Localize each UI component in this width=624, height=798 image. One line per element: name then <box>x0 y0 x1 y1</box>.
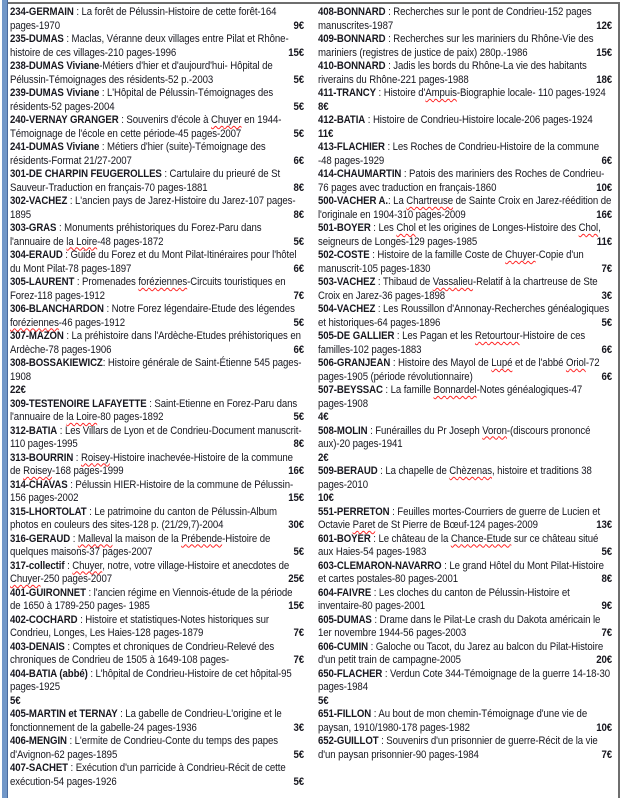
entry-text: : Au bout de mon chemin-Témoignage d'une vie de paysan, 1910/1980-178 pages-1982 <box>318 708 588 734</box>
entry-price: 6€ <box>293 343 304 356</box>
entry-price: 15€ <box>288 492 304 504</box>
catalog-entry-507 <box>318 384 612 411</box>
entry-text: : Histoire et statistiques-Notes historiques sur Condrieu, Longes, Les Haies-128 pages-1879 <box>10 613 269 639</box>
entry-price: 6€ <box>601 370 612 383</box>
entry-text: : Les Roussillon d'Annonay-Recherches généalogiques et historiques-64 pages-1896 <box>318 303 610 329</box>
catalog-entry-305 <box>10 276 304 303</box>
catalog-entry-414 <box>318 168 612 195</box>
entry-price: 8€ <box>293 208 304 221</box>
entry-price: 9€ <box>601 600 612 612</box>
catalog-entry-403 <box>10 641 304 668</box>
entry-price: 3€ <box>293 721 304 734</box>
entry-label: 306-BLANCHARDON <box>10 303 104 315</box>
catalog-entry-240 <box>10 114 304 141</box>
misspelled-word: Roisey <box>80 451 110 464</box>
entry-text: : Souvenirs d'un prisonnier de guerre-Récit de la vie d'un paysan prisonnier-90 pages-1984 <box>318 735 598 761</box>
entry-label: 309-TESTENOIRE LAFAYETTE <box>10 397 147 410</box>
catalog-entry-604 <box>318 587 612 614</box>
entry-label: 301-DE CHARPIN FEUGEROLLES <box>10 168 162 180</box>
left-accent-bar <box>2 0 8 798</box>
entry-price: 5€ <box>293 546 304 558</box>
misspelled-word: Chuyer <box>505 249 536 261</box>
catalog-entry-401 <box>10 587 304 614</box>
entry-label: 317-collectif <box>10 559 65 572</box>
entry-label: 603-CLEMARON-NAVARRO <box>318 559 442 572</box>
catalog-entry-315 <box>10 506 304 533</box>
entry-label: 650-FLACHER <box>318 667 383 680</box>
entry-label: 302-VACHEZ <box>10 195 68 207</box>
entry-price: 6€ <box>293 262 304 275</box>
entry-text: : La préhistoire dans l'Ardèche-Etudes préhistoriques en Ardèche-78 pages-1906 <box>10 330 301 356</box>
entry-text: : Saint-Etienne en Forez-Paru dans l'annuaire de la Loire-80 pages-1892 <box>10 397 298 423</box>
entry-label: 404-BATIA (abbé) <box>10 667 88 680</box>
entry-price: 30€ <box>288 519 304 531</box>
entry-text: : Recherches sur les mariniers du Rhône-Vie des mariniers (registres de justice de paix) 280p.-1986 <box>318 33 594 59</box>
entry-text: : Feuilles mortes-Courriers de guerre de Lucien et Octavie Paret de St Pierre de Bœuf-124 pages-2009 <box>318 505 601 531</box>
catalog-entry-307 <box>10 330 304 357</box>
entry-text: : Les cloches du canton de Pélussin-Histoire et inventaire-80 pages-2001 <box>318 586 570 612</box>
entry-text: : La forêt de Pélussin-Histoire de cette forêt-164 pages-1970 <box>10 6 277 32</box>
entry-text: : Les Chol et les origines de Longes-Histoire des Chol, seigneurs de Longes-129 pages-1985 <box>318 222 601 248</box>
catalog-entry-505 <box>318 330 612 357</box>
catalog-entry-606 <box>318 641 612 668</box>
misspelled-word: Bonnardel <box>433 384 477 396</box>
entry-text: : Funérailles du Pr Joseph Voron-(discours prononcé aux)-20 pages-1941 <box>318 424 591 450</box>
entry-price: 7€ <box>601 262 612 275</box>
frame-border-right <box>618 2 620 798</box>
entry-label: 501-BOYER <box>318 222 371 234</box>
entry-price: 5€ <box>293 748 304 761</box>
entry-label: 314-CHAVAS <box>10 478 68 491</box>
catalog-entry-503 <box>318 276 612 303</box>
entry-text: : La famille Bonnardel-Notes généalogiques-47 pages-1908 <box>318 384 583 410</box>
entry-text: : Comptes et chroniques de Condrieu-Relevé des chroniques de Condrieu de 1505 à 1649-108 pages- <box>10 640 275 666</box>
entry-label: 502-COSTE <box>318 249 370 261</box>
entry-label: 551-PERRETON <box>318 505 390 518</box>
catalog-entry-317 <box>10 560 304 587</box>
entry-text: : Exécution d'un parricide à Condrieu-Récit de cette exécution-54 pages-1926 <box>10 762 286 788</box>
entry-text: : Les Pagan et les Retourtour-Histoire de ces familles-102 pages-1883 <box>318 330 586 356</box>
entry-price: 15€ <box>288 600 304 612</box>
entry-price: 20€ <box>596 654 612 666</box>
misspelled-word: Lupé <box>491 357 513 369</box>
misspelled-word: Ampuis <box>425 87 457 99</box>
catalog-entry-405 <box>10 708 304 735</box>
entry-label: 604-FAIVRE <box>318 586 372 599</box>
catalog-entry-306 <box>10 303 304 330</box>
entry-price: 18€ <box>596 73 612 86</box>
entry-label: 601-BOYER <box>318 532 371 545</box>
entry-price: 7€ <box>601 748 612 761</box>
entry-label: 239-DUMAS Viviane <box>10 87 100 99</box>
entry-price: 5€ <box>601 316 612 329</box>
entry-label: 606-CUMIN <box>318 640 369 653</box>
entry-text: : Histoire des Mayol de Lupé et de l'abbé Oriol-72 pages-1905 (période révolutionnaire) <box>318 357 600 383</box>
entry-price: 8€ <box>601 573 612 585</box>
catalog-entry-234 <box>10 6 304 33</box>
catalog-entry-312 <box>10 425 304 452</box>
entry-price: 7€ <box>601 627 612 639</box>
misspelled-word: Roisey <box>23 465 53 477</box>
entry-text: : Chuyer, notre, votre village-Histoire et anecdotes de Chuyer-250 pages-2007 <box>10 559 290 585</box>
entry-price: 5€ <box>293 775 304 788</box>
catalog-entry-408 <box>318 6 612 33</box>
catalog-entry-650 <box>318 668 612 695</box>
misspelled-word: Oriol <box>565 357 586 369</box>
catalog-entry-500 <box>318 195 612 222</box>
catalog-entry-303 <box>10 222 304 249</box>
catalog-entry-509 <box>318 465 612 492</box>
entry-price: 5€ <box>318 694 329 707</box>
entry-text: : Souvenirs d'école à Chuyer en 1944-Témoignage de l'école en cette période-45 pages-2007 <box>10 114 282 140</box>
entry-label: 240-VERNAY GRANGER <box>10 114 119 126</box>
entry-price: 5€ <box>601 546 612 558</box>
misspelled-word: Paret <box>352 519 376 531</box>
entry-text: : Thibaud de Vassalieu-Relatif à la chartreuse de Ste Croix en Jarez-36 pages-1898 <box>318 276 598 302</box>
entry-label: 402-COCHARD <box>10 613 78 626</box>
entry-price: 5€ <box>293 127 304 140</box>
misspelled-word: Chèzenas <box>449 465 492 477</box>
misspelled-word: Prébende <box>181 532 223 545</box>
entry-price: 5€ <box>293 316 304 329</box>
frame-border-top <box>8 2 620 4</box>
entry-price: 7€ <box>293 289 304 302</box>
catalog-entry-411 <box>318 87 612 101</box>
catalog-entry-314 <box>10 479 304 506</box>
entry-price: 5€ <box>293 411 304 423</box>
entry-price: 12€ <box>596 19 612 32</box>
entry-text: : Le château de la Chance-Etude sur ce château situé aux Haies-54 pages-1983 <box>318 532 599 558</box>
entry-price: 25€ <box>288 573 304 585</box>
entry-label: 407-SACHET <box>10 762 68 774</box>
misspelled-word: Vassalieu <box>432 276 473 288</box>
catalog-entry-301 <box>10 168 304 195</box>
entry-label: 406-MENGIN <box>10 735 67 747</box>
catalog-entry-238 <box>10 60 304 87</box>
entry-label: 405-MARTIN et TERNAY <box>10 708 118 720</box>
entry-text: : Notre Forez légendaire-Etude des légendes foréziennes-46 pages-1912 <box>10 303 295 329</box>
entry-label: 403-DENAIS <box>10 640 65 653</box>
entry-text: : Verdun Cote 344-Témoignage de la guerre 14-18-30 pages-1984 <box>318 667 611 693</box>
misspelled-word: foréziennes <box>10 316 59 329</box>
entry-price: 2€ <box>318 451 329 464</box>
entry-label: 506-GRANJEAN <box>318 357 391 369</box>
entry-text: : Les Roches de Condrieu-Histoire de la commune -48 pages-1929 <box>318 141 599 167</box>
entry-price: 16€ <box>288 465 304 477</box>
entry-label: 605-DUMAS <box>318 613 372 626</box>
entry-price: 5€ <box>10 694 21 707</box>
catalog-entry-603 <box>318 560 612 587</box>
entry-price: 15€ <box>596 46 612 59</box>
entry-label: 315-LHORTOLAT <box>10 505 87 518</box>
misspelled-word: Chol <box>578 222 599 234</box>
entry-label: 304-ERAUD <box>10 249 63 261</box>
entry-label: 303-GRAS <box>10 222 57 234</box>
entry-label: 503-VACHEZ <box>318 276 376 288</box>
entry-label: 504-VACHEZ <box>318 303 376 315</box>
entry-label: 413-FLACHIER <box>318 141 385 153</box>
catalog-entry-502 <box>318 249 612 276</box>
entry-label: 307-MAZON <box>10 330 64 342</box>
entry-label: 410-BONNARD <box>318 60 386 72</box>
entry-label: 652-GUILLOT <box>318 735 379 747</box>
misspelled-word: la Loire <box>66 411 98 423</box>
catalog-entry-601 <box>318 533 612 560</box>
catalog-entry-409 <box>318 33 612 60</box>
entry-label: 505-DE GALLIER <box>318 330 395 342</box>
entry-text: : Le grand Hôtel du Mont Pilat-Histoire et cartes postales-80 pages-2001 <box>318 559 604 585</box>
catalog-entry-239 <box>10 87 304 114</box>
catalog-entry-506 <box>318 357 612 384</box>
entry-text: : Pélussin HIER-Histoire de la commune de Pélussin-156 pages-2002 <box>10 478 294 504</box>
misspelled-word: la Loire <box>66 235 98 248</box>
entry-label: 508-MOLIN <box>318 424 368 437</box>
entry-text: : Maclas, Véranne deux villages entre Pilat et Rhône-histoire de ces villages-210 pages-1996 <box>10 33 289 59</box>
entry-text: : Histoire de Condrieu-Histoire locale-206 pages-1924 <box>365 114 593 126</box>
catalog-entry-508 <box>318 425 612 452</box>
entry-text: : Le patrimoine du canton de Pélussin-Album photos en couleurs des sites-128 p. (21/29,7)-2004 <box>10 505 277 531</box>
column-left <box>10 6 304 789</box>
entry-label: 500-VACHER A. <box>318 195 388 207</box>
entry-text: : Jadis les bords du Rhône-La vie des habitants riverains du Rhône-221 pages-1988 <box>318 60 587 86</box>
entry-label: 313-BOURRIN <box>10 451 74 464</box>
entry-text: : L'ancien pays de Jarez-Histoire du Jarez-107 pages-1895 <box>10 195 296 221</box>
entry-text: : Monuments préhistoriques du Forez-Paru dans l'annuaire de la Loire-48 pages-1872 <box>10 222 262 248</box>
misspelled-word: foréziennes <box>138 276 188 288</box>
catalog-entry-302 <box>10 195 304 222</box>
catalog-entry-313 <box>10 452 304 479</box>
entry-price: 22€ <box>10 384 26 396</box>
entry-label: 412-BATIA <box>318 114 366 126</box>
entry-text: : L'Hôpital de Pélussin-Témoignages des résidents-52 pages-2004 <box>10 87 274 113</box>
entry-text: : Roisey-Histoire inachevée-Histoire de la commune de Roisey-168 pages-1999 <box>10 451 293 477</box>
entry-price: 7€ <box>293 654 304 666</box>
entry-label: 409-BONNARD <box>318 33 386 45</box>
entry-label: 408-BONNARD <box>318 6 386 18</box>
entry-text: : l'ancien régime en Viennois-étude de la période de 1650 à 1789-250 pages- 1985 <box>10 586 293 612</box>
catalog-entry-605 <box>318 614 612 641</box>
entry-price: 8€ <box>293 438 304 450</box>
entry-price: 7€ <box>293 627 304 639</box>
entry-text: : La chapelle de Chèzenas, histoire et traditions 38 pages-2010 <box>318 465 592 491</box>
entry-price: 6€ <box>601 343 612 356</box>
entry-text: : Patois des mariniers des Roches de Condrieu-76 pages avec traduction en français-1860 <box>318 168 605 194</box>
column-right <box>318 6 612 762</box>
entry-label: 411-TRANCY <box>318 87 376 99</box>
catalog-entry-501 <box>318 222 612 249</box>
entry-price: 3€ <box>601 289 612 302</box>
entry-label: 241-DUMAS Viviane <box>10 141 100 153</box>
catalog-entry-235 <box>10 33 304 60</box>
misspelled-word: Chance-Etude <box>450 532 512 545</box>
entry-label: 507-BEYSSAC <box>318 384 383 396</box>
entry-text: : Recherches sur le pont de Condrieu-152 pages manuscrites-1987 <box>318 6 592 32</box>
entry-text: : Promenades foréziennes-Circuits touristiques en Forez-118 pages-1912 <box>10 276 286 302</box>
misspelled-word: Malleval <box>77 532 113 545</box>
entry-text: : Cartulaire du prieuré de St Sauveur-Traduction en français-70 pages-1881 <box>10 168 281 194</box>
entry-price: 13€ <box>596 519 612 531</box>
catalog-entry-308 <box>10 357 304 384</box>
entry-label: 509-BERAUD <box>318 465 378 477</box>
entry-price: 8€ <box>293 181 304 194</box>
entry-text: : Galoche ou Tacot, du Jarez au balcon du Pilat-Histoire d'un petit train de campagne-2005 <box>318 640 604 666</box>
entry-text: : La gabelle de Condrieu-L'origine et le fonctionnement de la gabelle-24 pages-1936 <box>10 708 282 734</box>
catalog-entry-651 <box>318 708 612 735</box>
entry-text: : Histoire de la famille Coste de Chuyer-Copie d'un manuscrit-105 pages-1830 <box>318 249 584 275</box>
entry-text: : Histoire générale de Saint-Étienne 545 pages-1908 <box>10 357 302 383</box>
entry-text: : Malleval la maison de la Prébende-Histoire de quelques maisons-37 pages-2007 <box>10 532 271 558</box>
entry-label: 651-FILLON <box>318 708 372 720</box>
misspelled-word: Chol <box>396 222 416 234</box>
catalog-entry-410 <box>318 60 612 87</box>
entry-price: 5€ <box>293 235 304 248</box>
entry-label: 235-DUMAS <box>10 33 64 45</box>
catalog-entry-402 <box>10 614 304 641</box>
catalog-entry-504 <box>318 303 612 330</box>
entry-text: : Histoire d'Ampuis-Biographie locale- 110 pages-1924 <box>375 87 606 99</box>
entry-label: 308-BOSSAKIEWICZ <box>10 357 103 369</box>
entry-price: 4€ <box>318 411 329 423</box>
entry-label: 401-GUIRONNET <box>10 586 86 599</box>
entry-text: : L'hôpital de Condrieu-Histoire de cet hôpital-95 pages-1925 <box>10 667 292 693</box>
catalog-entry-412 <box>318 114 612 128</box>
entry-text: : Métiers d'hier (suite)-Témoignage des résidents-Format 21/27-2007 <box>10 141 266 167</box>
catalog-entry-316 <box>10 533 304 560</box>
catalog-entry-241 <box>10 141 304 168</box>
misspelled-word: Chuyer <box>211 114 242 126</box>
entry-label: 238-DUMAS Viviane <box>10 60 100 72</box>
misspelled-word: Chuyer <box>10 573 41 585</box>
entry-label: 305-LAURENT <box>10 276 75 288</box>
entry-price: 10€ <box>596 721 612 734</box>
entry-price: 9€ <box>293 19 304 32</box>
entry-price: 6€ <box>601 154 612 167</box>
entry-text: : Les Villars de Lyon et de Condrieu-Document manuscrit-110 pages-1995 <box>10 424 302 450</box>
entry-price: 15€ <box>288 46 304 59</box>
misspelled-word: Voron <box>482 424 507 437</box>
entry-label: 234-GERMAIN <box>10 6 74 18</box>
entry-price: 5€ <box>293 73 304 86</box>
entry-text: -Métiers d'hier et d'aujourd'hui- Hôpital de Pélussin-Témoignages des résidents-52 p.-2003 <box>10 60 273 86</box>
entry-text: : L'ermite de Condrieu-Conte du temps des papes d'Avignon-62 pages-1895 <box>10 735 279 761</box>
entry-text: : La Chartreuse de Sainte Croix en Jarez-réédition de l'originale en 1904-310 pages-2009 <box>318 195 612 221</box>
catalog-entry-407 <box>10 762 304 789</box>
entry-text: : Guide du Forez et du Mont Pilat-Itinéraires pour l'hôtel du Mont Pilat-78 pages-1897 <box>10 249 297 275</box>
catalog-entry-406 <box>10 735 304 762</box>
entry-label: 312-BATIA <box>10 424 58 437</box>
catalog-entry-309 <box>10 398 304 425</box>
entry-price: 16€ <box>596 208 612 221</box>
entry-label: 414-CHAUMARTIN <box>318 168 402 180</box>
misspelled-word: Retourtour <box>474 330 520 342</box>
misspelled-word: Chartreuse <box>406 195 454 207</box>
catalog-entry-304 <box>10 249 304 276</box>
catalog-entry-404 <box>10 668 304 695</box>
entry-price: 6€ <box>293 154 304 167</box>
catalog-entry-413 <box>318 141 612 168</box>
entry-price: 5€ <box>293 100 304 113</box>
entry-price: 10€ <box>596 181 612 194</box>
entry-label: 316-GERAUD <box>10 532 71 545</box>
entry-price: 10€ <box>318 492 334 504</box>
entry-price: 11€ <box>318 127 334 140</box>
entry-price: 11€ <box>596 235 612 248</box>
catalog-entry-652 <box>318 735 612 762</box>
entry-price: 8€ <box>318 100 329 113</box>
misspelled-word: Chuyer <box>72 559 103 572</box>
entry-text: : Drame dans le Pilat-Le crash du Dakota américain le 1er novembre 1944-56 pages-2003 <box>318 613 601 639</box>
catalog-entry-551 <box>318 506 612 533</box>
